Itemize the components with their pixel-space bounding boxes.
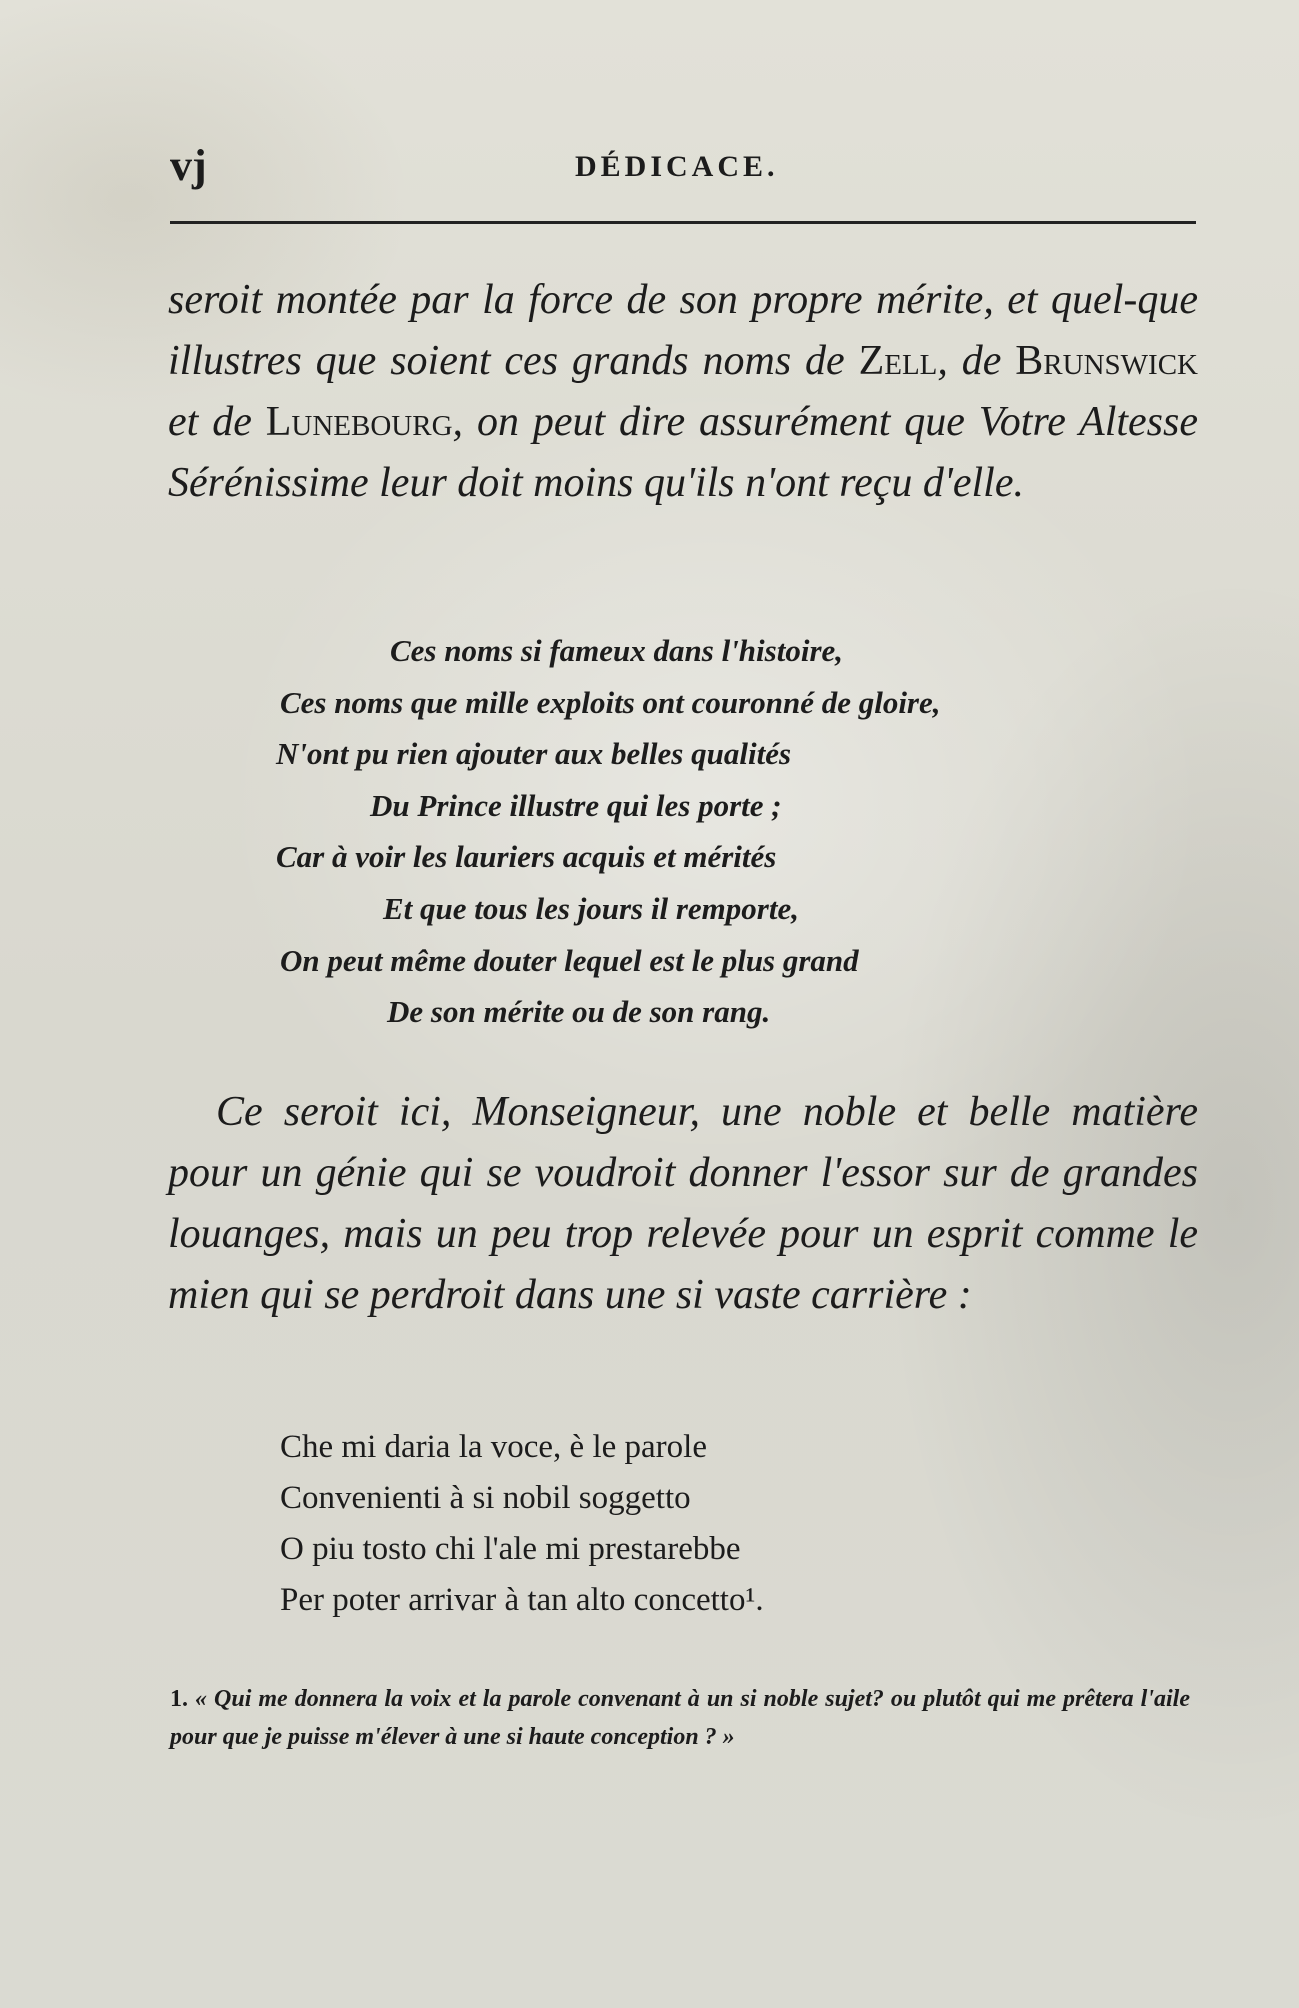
verse-line: Ces noms que mille exploits ont couronné de gloire, (280, 684, 941, 720)
verse-line: De son mérite ou de son rang. (387, 994, 771, 1030)
verse-line: Car à voir les lauriers acquis et mérités (276, 839, 777, 875)
verse-line: Et que tous les jours il remporte, (383, 890, 799, 926)
footnote (170, 1680, 1190, 1756)
paragraph-text: et de (168, 399, 266, 445)
verse-line: Che mi daria la voce, è le parole (280, 1429, 707, 1465)
paragraph-text: , de (937, 338, 1016, 384)
verse-line: N'ont pu rien ajouter aux belles qualités (276, 736, 792, 772)
page-number: vj (170, 141, 207, 190)
french-verse (0, 625, 1299, 1038)
verse-line: Convenienti à si nobil soggetto (280, 1480, 691, 1516)
verse-line: Per poter arrivar à tan alto concetto¹. (280, 1582, 764, 1618)
header-rule (170, 221, 1196, 224)
italian-verse (280, 1422, 764, 1626)
dedication-paragraph-2: Ce seroit ici, Monseigneur, une noble et belle matière pour un génie qui se voudroit donner l'essor sur de grandes louanges, mais un peu trop relevée pour un esprit comme le mien qui se perdroit dans une si vaste carrière : (168, 1089, 1198, 1318)
paragraph-text: seroit montée par la force de son propre mérite, et quel-que illustres que soient ces grands noms de (168, 277, 1198, 384)
name-zell: Zell (858, 338, 938, 384)
running-title: DÉDICACE. (575, 150, 779, 183)
dedication-paragraph-1 (168, 270, 1198, 514)
footnote-text: « Qui me donnera la voix et la parole convenant à un si noble sujet? ou plutôt qui me prêtera l'aile pour que je puisse m'élever à une si haute conception ? » (170, 1686, 1191, 1750)
verse-line: Ces noms si fameux dans l'histoire, (390, 633, 844, 668)
name-lunebourg: Lunebourg (265, 399, 453, 445)
running-head (170, 140, 1200, 190)
paragraph-text: , on peut dire assurément que Votre Altesse Sérénissime leur doit moins qu'ils n'ont reçu d'elle. (168, 399, 1199, 506)
name-brunswick: Brunswick (1015, 338, 1198, 384)
verse-line: O piu tosto chi l'ale mi prestarebbe (280, 1531, 741, 1567)
verse-line: On peut même douter lequel est le plus grand (280, 942, 859, 978)
verse-line: Du Prince illustre qui les porte ; (370, 787, 782, 823)
footnote-number: 1. (170, 1686, 188, 1712)
